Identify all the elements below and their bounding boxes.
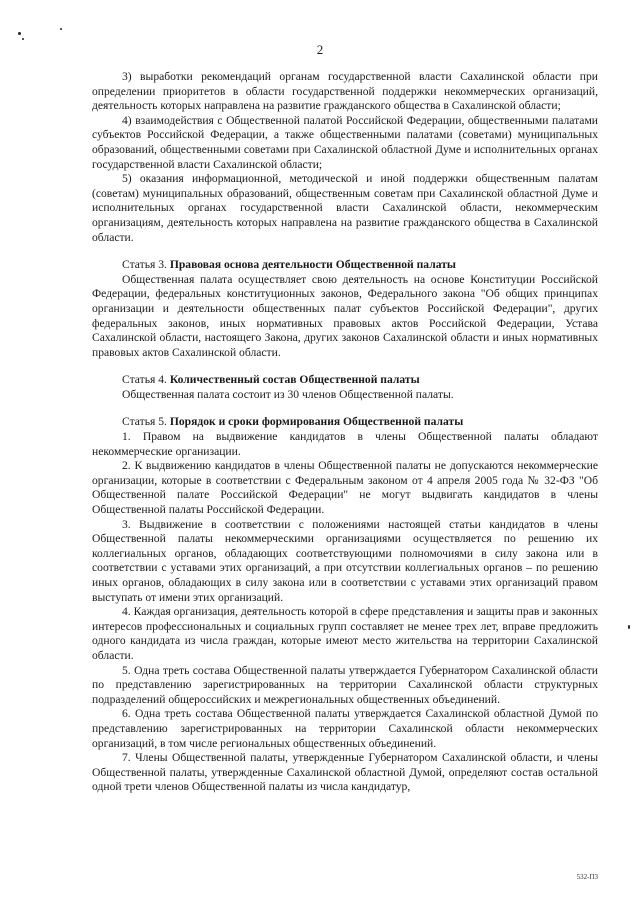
paragraph: 5) оказания информационной, методической и иной поддержки общественным палатам (советам) муниципальных образований, общественным советам при Сахалинской областной Думе и исполнительных органах государственной власти Сахалинской области, некоммерческим организациям, деятельность которых направлена на развитие гражданского общества в Сахалинской области. — [92, 172, 598, 244]
scan-speck — [18, 32, 21, 35]
paragraph: 3. Выдвижение в соответствии с положениями настоящей статьи кандидатов в члены Общественной палаты некоммерческими организациями осуществляется по решению их коллегиальных органов, обладающих соответствующими полномочиями в силу закона или в соответствии с уставами этих организаций, а при отсутствии коллегиальных органов – по решению иных органов, обладающих в силу закона или в соответствии с уставами этих организаций правом выступать от имени этих организаций. — [92, 517, 598, 604]
paragraph: 4. Каждая организация, деятельность которой в сфере представления и защиты прав и законных интересов профессиональных и социальных групп составляет не менее трех лет, вправе предложить одного кандидата из числа граждан, которые имеют место жительства на территории Сахалинской области. — [92, 605, 598, 662]
article-number: Статья 3. — [122, 258, 170, 272]
scan-speck — [22, 38, 24, 40]
article-heading — [92, 415, 598, 430]
paragraph: 5. Одна треть состава Общественной палаты утверждается Губернатором Сахалинской области по представлению зарегистрированных на территории Сахалинской области структурных подразделений общероссийских и межрегиональных общественных объединений. — [92, 663, 598, 706]
article-number: Статья 5. — [122, 415, 170, 429]
scan-speck — [60, 28, 62, 30]
paragraph: 3) выработки рекомендаций органам государственной власти Сахалинской области при определении приоритетов в области государственной поддержки некоммерческих организаций, деятельность которых направлена на развитие гражданского общества в Сахалинской области; — [92, 70, 598, 113]
article-title: Порядок и сроки формирования Общественной палаты — [169, 415, 464, 429]
paragraph: Общественная палата осуществляет свою деятельность на основе Конституции Российской Федерации, федеральных конституционных законов, Федерального закона "Об общих принципах организации и деятельности общественных палат субъектов Российской Федерации", других федеральных законов, иных нормативных правовых актов Российской Федерации, Устава Сахалинской области, настоящего Закона, других законов Сахалинской области и иных нормативных правовых актов Сахалинской области. — [92, 272, 598, 359]
paragraph: 1. Правом на выдвижение кандидатов в члены Общественной палаты обладают некоммерческие организации. — [92, 430, 598, 458]
article-title: Правовая основа деятельности Общественной палаты — [169, 258, 456, 272]
article-number: Статья 4. — [122, 373, 170, 387]
scan-speck — [628, 625, 630, 629]
document-code: 532-П3 — [576, 873, 598, 881]
article-heading — [92, 258, 598, 273]
article-title: Количественный состав Общественной палаты — [169, 373, 420, 387]
article-heading — [92, 373, 598, 388]
paragraph: 7. Члены Общественной палаты, утвержденные Губернатором Сахалинской области, и члены Общественной палаты, утвержденные Сахалинской областной Думой, определяют состав остальной одной трети членов Общественной палаты из числа кандидатур, — [92, 751, 598, 794]
paragraph: 4) взаимодействия с Общественной палатой Российской Федерации, общественными палатами субъектов Российской Федерации, а также общественными палатами (советами) муниципальных образований, общественными советами при Сахалинской областной Думе и исполнительных органах государственной власти Сахалинской области; — [92, 113, 598, 171]
page-number: 2 — [316, 42, 324, 57]
paragraph: 6. Одна треть состава Общественной палаты утверждается Сахалинской областной Думой по представлению зарегистрированных на территории Сахалинской области некоммерческих организаций, в том числе региональных общественных объединений. — [92, 707, 598, 750]
document-body — [92, 70, 598, 795]
paragraph: Общественная палата состоит из 30 членов Общественной палаты. — [122, 387, 454, 401]
paragraph: 2. К выдвижению кандидатов в члены Общественной палаты не допускаются некоммерческие организации, которые в соответствии с Федеральным законом от 4 апреля 2005 года № 32-ФЗ "Об Общественной палате Российской Федерации" не могут выдвигать кандидатов в члены Общественной палаты Российской Федерации. — [92, 459, 598, 517]
